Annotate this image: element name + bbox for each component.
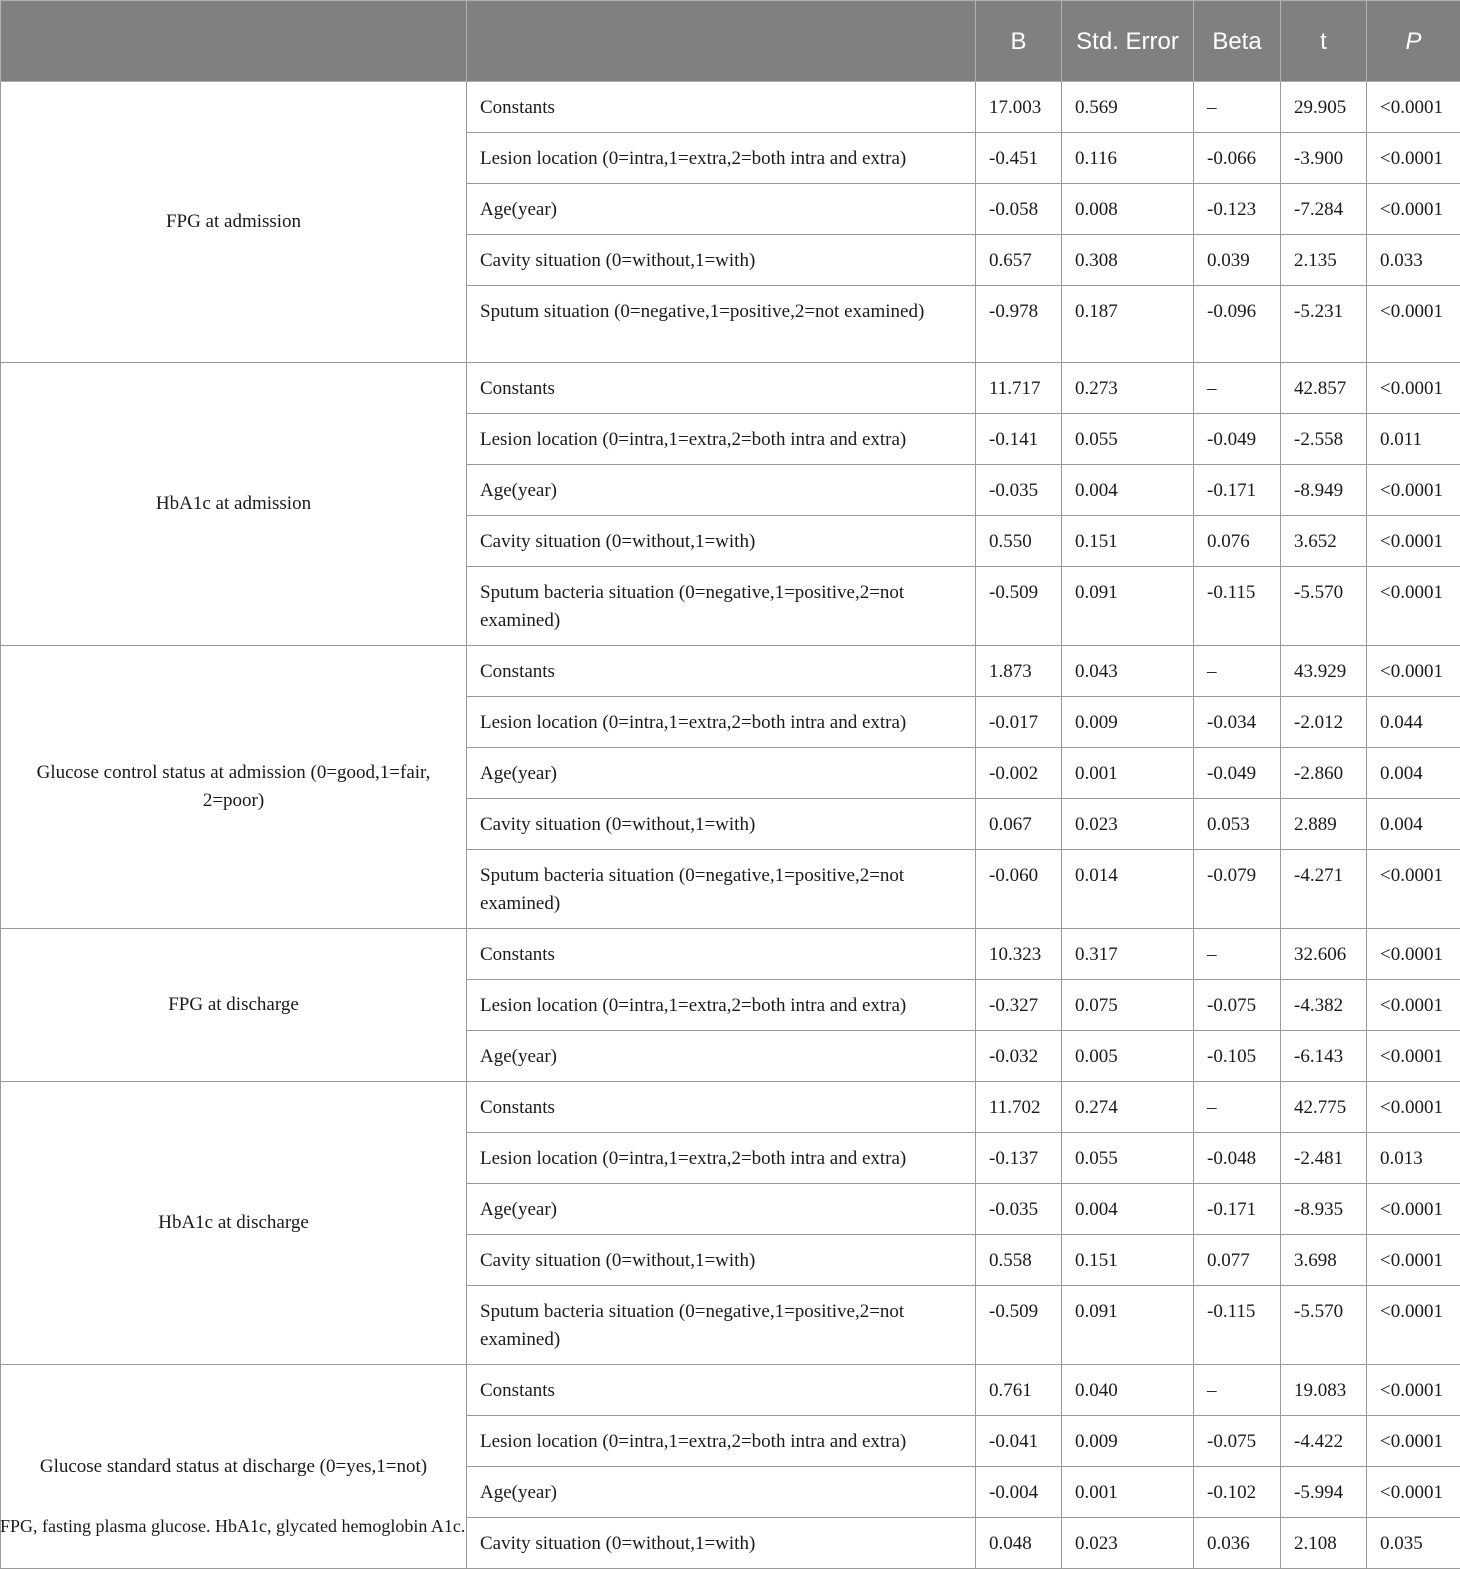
- b-cell: 0.067: [976, 799, 1062, 850]
- b-cell: 0.657: [976, 235, 1062, 286]
- t-cell: -3.900: [1281, 133, 1367, 184]
- p-cell: <0.0001: [1367, 286, 1460, 363]
- beta-cell: -0.105: [1194, 1031, 1281, 1082]
- b-cell: -0.451: [976, 133, 1062, 184]
- beta-cell: 0.076: [1194, 516, 1281, 567]
- p-cell: <0.0001: [1367, 1184, 1460, 1235]
- t-cell: -5.994: [1281, 1467, 1367, 1518]
- b-cell: -0.035: [976, 1184, 1062, 1235]
- t-cell: -2.558: [1281, 414, 1367, 465]
- std-error-cell: 0.001: [1062, 748, 1194, 799]
- b-cell: 10.323: [976, 929, 1062, 980]
- beta-cell: -0.049: [1194, 748, 1281, 799]
- beta-cell: -0.049: [1194, 414, 1281, 465]
- t-cell: -4.382: [1281, 980, 1367, 1031]
- variable-cell: Constants: [467, 646, 976, 697]
- b-cell: -0.978: [976, 286, 1062, 363]
- group-label: Glucose standard status at discharge (0=yes,1=not): [1, 1365, 467, 1569]
- beta-cell: 0.053: [1194, 799, 1281, 850]
- std-error-cell: 0.008: [1062, 184, 1194, 235]
- p-cell: <0.0001: [1367, 133, 1460, 184]
- variable-cell: Age(year): [467, 465, 976, 516]
- beta-cell: –: [1194, 1365, 1281, 1416]
- variable-cell: Cavity situation (0=without,1=with): [467, 799, 976, 850]
- variable-cell: Age(year): [467, 1467, 976, 1518]
- group-label: Glucose control status at admission (0=good,1=fair, 2=poor): [1, 646, 467, 929]
- t-cell: 3.698: [1281, 1235, 1367, 1286]
- std-error-cell: 0.116: [1062, 133, 1194, 184]
- std-error-cell: 0.055: [1062, 414, 1194, 465]
- b-cell: -0.017: [976, 697, 1062, 748]
- t-cell: -5.570: [1281, 1286, 1367, 1365]
- beta-cell: 0.039: [1194, 235, 1281, 286]
- beta-cell: -0.034: [1194, 697, 1281, 748]
- std-error-cell: 0.273: [1062, 363, 1194, 414]
- table-row: [1, 1365, 1460, 1416]
- variable-cell: Cavity situation (0=without,1=with): [467, 1518, 976, 1569]
- header-group: [1, 1, 467, 82]
- b-cell: 17.003: [976, 82, 1062, 133]
- table-row: [1, 646, 1460, 697]
- variable-cell: Constants: [467, 82, 976, 133]
- beta-cell: 0.077: [1194, 1235, 1281, 1286]
- beta-cell: –: [1194, 929, 1281, 980]
- variable-cell: Constants: [467, 363, 976, 414]
- std-error-cell: 0.075: [1062, 980, 1194, 1031]
- variable-cell: Lesion location (0=intra,1=extra,2=both intra and extra): [467, 980, 976, 1031]
- variable-cell: Sputum bacteria situation (0=negative,1=positive,2=not examined): [467, 1286, 976, 1365]
- t-cell: 2.889: [1281, 799, 1367, 850]
- b-cell: -0.060: [976, 850, 1062, 929]
- t-cell: -2.860: [1281, 748, 1367, 799]
- std-error-cell: 0.009: [1062, 1416, 1194, 1467]
- beta-cell: -0.096: [1194, 286, 1281, 363]
- p-cell: 0.011: [1367, 414, 1460, 465]
- p-cell: 0.004: [1367, 799, 1460, 850]
- t-cell: -5.231: [1281, 286, 1367, 363]
- b-cell: 0.761: [976, 1365, 1062, 1416]
- beta-cell: -0.123: [1194, 184, 1281, 235]
- p-cell: <0.0001: [1367, 1467, 1460, 1518]
- beta-cell: –: [1194, 646, 1281, 697]
- variable-cell: Lesion location (0=intra,1=extra,2=both intra and extra): [467, 1416, 976, 1467]
- p-cell: <0.0001: [1367, 567, 1460, 646]
- variable-cell: Sputum bacteria situation (0=negative,1=positive,2=not examined): [467, 567, 976, 646]
- beta-cell: -0.048: [1194, 1133, 1281, 1184]
- std-error-cell: 0.317: [1062, 929, 1194, 980]
- p-cell: 0.013: [1367, 1133, 1460, 1184]
- beta-cell: –: [1194, 82, 1281, 133]
- table-body: [1, 82, 1460, 1569]
- t-cell: 2.135: [1281, 235, 1367, 286]
- std-error-cell: 0.014: [1062, 850, 1194, 929]
- std-error-cell: 0.001: [1062, 1467, 1194, 1518]
- b-cell: 11.717: [976, 363, 1062, 414]
- table-row: [1, 1082, 1460, 1133]
- beta-cell: -0.075: [1194, 1416, 1281, 1467]
- variable-cell: Lesion location (0=intra,1=extra,2=both intra and extra): [467, 133, 976, 184]
- beta-cell: -0.079: [1194, 850, 1281, 929]
- std-error-cell: 0.005: [1062, 1031, 1194, 1082]
- b-cell: -0.058: [976, 184, 1062, 235]
- t-cell: 2.108: [1281, 1518, 1367, 1569]
- p-cell: 0.004: [1367, 748, 1460, 799]
- variable-cell: Cavity situation (0=without,1=with): [467, 516, 976, 567]
- table-row: [1, 929, 1460, 980]
- b-cell: -0.004: [976, 1467, 1062, 1518]
- std-error-cell: 0.009: [1062, 697, 1194, 748]
- b-cell: -0.041: [976, 1416, 1062, 1467]
- variable-cell: Age(year): [467, 1184, 976, 1235]
- table-header: [1, 1, 1460, 82]
- p-cell: <0.0001: [1367, 1082, 1460, 1133]
- t-cell: 19.083: [1281, 1365, 1367, 1416]
- t-cell: -5.570: [1281, 567, 1367, 646]
- b-cell: 0.048: [976, 1518, 1062, 1569]
- p-cell: <0.0001: [1367, 929, 1460, 980]
- t-cell: -2.012: [1281, 697, 1367, 748]
- t-cell: 32.606: [1281, 929, 1367, 980]
- std-error-cell: 0.004: [1062, 1184, 1194, 1235]
- beta-cell: –: [1194, 1082, 1281, 1133]
- b-cell: 0.558: [976, 1235, 1062, 1286]
- t-cell: -7.284: [1281, 184, 1367, 235]
- std-error-cell: 0.187: [1062, 286, 1194, 363]
- variable-cell: Lesion location (0=intra,1=extra,2=both intra and extra): [467, 414, 976, 465]
- p-cell: <0.0001: [1367, 82, 1460, 133]
- std-error-cell: 0.040: [1062, 1365, 1194, 1416]
- b-cell: -0.509: [976, 567, 1062, 646]
- std-error-cell: 0.091: [1062, 567, 1194, 646]
- beta-cell: -0.171: [1194, 465, 1281, 516]
- beta-cell: -0.115: [1194, 567, 1281, 646]
- p-cell: <0.0001: [1367, 516, 1460, 567]
- header-variable: [467, 1, 976, 82]
- p-cell: <0.0001: [1367, 363, 1460, 414]
- variable-cell: Age(year): [467, 748, 976, 799]
- header-t: t: [1281, 1, 1367, 82]
- t-cell: 43.929: [1281, 646, 1367, 697]
- t-cell: 3.652: [1281, 516, 1367, 567]
- p-cell: <0.0001: [1367, 980, 1460, 1031]
- p-cell: <0.0001: [1367, 1365, 1460, 1416]
- t-cell: -8.949: [1281, 465, 1367, 516]
- p-cell: <0.0001: [1367, 1235, 1460, 1286]
- b-cell: -0.327: [976, 980, 1062, 1031]
- t-cell: -6.143: [1281, 1031, 1367, 1082]
- table-row: [1, 363, 1460, 414]
- std-error-cell: 0.151: [1062, 1235, 1194, 1286]
- b-cell: -0.032: [976, 1031, 1062, 1082]
- beta-cell: 0.036: [1194, 1518, 1281, 1569]
- group-label: HbA1c at admission: [1, 363, 467, 646]
- beta-cell: -0.066: [1194, 133, 1281, 184]
- std-error-cell: 0.151: [1062, 516, 1194, 567]
- beta-cell: -0.171: [1194, 1184, 1281, 1235]
- table-footnote: FPG, fasting plasma glucose. HbA1c, glycated hemoglobin A1c.: [0, 1516, 465, 1537]
- group-label: FPG at admission: [1, 82, 467, 363]
- p-cell: 0.033: [1367, 235, 1460, 286]
- group-label: FPG at discharge: [1, 929, 467, 1082]
- b-cell: -0.137: [976, 1133, 1062, 1184]
- std-error-cell: 0.569: [1062, 82, 1194, 133]
- b-cell: 1.873: [976, 646, 1062, 697]
- p-cell: <0.0001: [1367, 1416, 1460, 1467]
- beta-cell: -0.075: [1194, 980, 1281, 1031]
- p-cell: 0.035: [1367, 1518, 1460, 1569]
- variable-cell: Age(year): [467, 184, 976, 235]
- variable-cell: Constants: [467, 1365, 976, 1416]
- p-cell: <0.0001: [1367, 646, 1460, 697]
- variable-cell: Cavity situation (0=without,1=with): [467, 1235, 976, 1286]
- p-cell: 0.044: [1367, 697, 1460, 748]
- group-label: HbA1c at discharge: [1, 1082, 467, 1365]
- header-beta: Beta: [1194, 1, 1281, 82]
- t-cell: -4.271: [1281, 850, 1367, 929]
- p-cell: <0.0001: [1367, 184, 1460, 235]
- variable-cell: Sputum situation (0=negative,1=positive,2=not examined): [467, 286, 976, 363]
- b-cell: -0.002: [976, 748, 1062, 799]
- variable-cell: Age(year): [467, 1031, 976, 1082]
- variable-cell: Lesion location (0=intra,1=extra,2=both intra and extra): [467, 1133, 976, 1184]
- std-error-cell: 0.043: [1062, 646, 1194, 697]
- std-error-cell: 0.023: [1062, 799, 1194, 850]
- t-cell: -2.481: [1281, 1133, 1367, 1184]
- std-error-cell: 0.055: [1062, 1133, 1194, 1184]
- beta-cell: -0.102: [1194, 1467, 1281, 1518]
- beta-cell: –: [1194, 363, 1281, 414]
- t-cell: -4.422: [1281, 1416, 1367, 1467]
- header-p: P: [1367, 1, 1460, 82]
- p-cell: <0.0001: [1367, 1031, 1460, 1082]
- b-cell: -0.035: [976, 465, 1062, 516]
- std-error-cell: 0.091: [1062, 1286, 1194, 1365]
- beta-cell: -0.115: [1194, 1286, 1281, 1365]
- t-cell: 42.775: [1281, 1082, 1367, 1133]
- p-cell: <0.0001: [1367, 465, 1460, 516]
- b-cell: 11.702: [976, 1082, 1062, 1133]
- header-b: B: [976, 1, 1062, 82]
- variable-cell: Lesion location (0=intra,1=extra,2=both intra and extra): [467, 697, 976, 748]
- p-cell: <0.0001: [1367, 850, 1460, 929]
- b-cell: -0.509: [976, 1286, 1062, 1365]
- std-error-cell: 0.308: [1062, 235, 1194, 286]
- table-row: [1, 82, 1460, 133]
- std-error-cell: 0.274: [1062, 1082, 1194, 1133]
- variable-cell: Constants: [467, 929, 976, 980]
- variable-cell: Constants: [467, 1082, 976, 1133]
- header-std-error: Std. Error: [1062, 1, 1194, 82]
- std-error-cell: 0.004: [1062, 465, 1194, 516]
- b-cell: 0.550: [976, 516, 1062, 567]
- b-cell: -0.141: [976, 414, 1062, 465]
- variable-cell: Cavity situation (0=without,1=with): [467, 235, 976, 286]
- t-cell: 42.857: [1281, 363, 1367, 414]
- t-cell: -8.935: [1281, 1184, 1367, 1235]
- p-cell: <0.0001: [1367, 1286, 1460, 1365]
- variable-cell: Sputum bacteria situation (0=negative,1=positive,2=not examined): [467, 850, 976, 929]
- t-cell: 29.905: [1281, 82, 1367, 133]
- std-error-cell: 0.023: [1062, 1518, 1194, 1569]
